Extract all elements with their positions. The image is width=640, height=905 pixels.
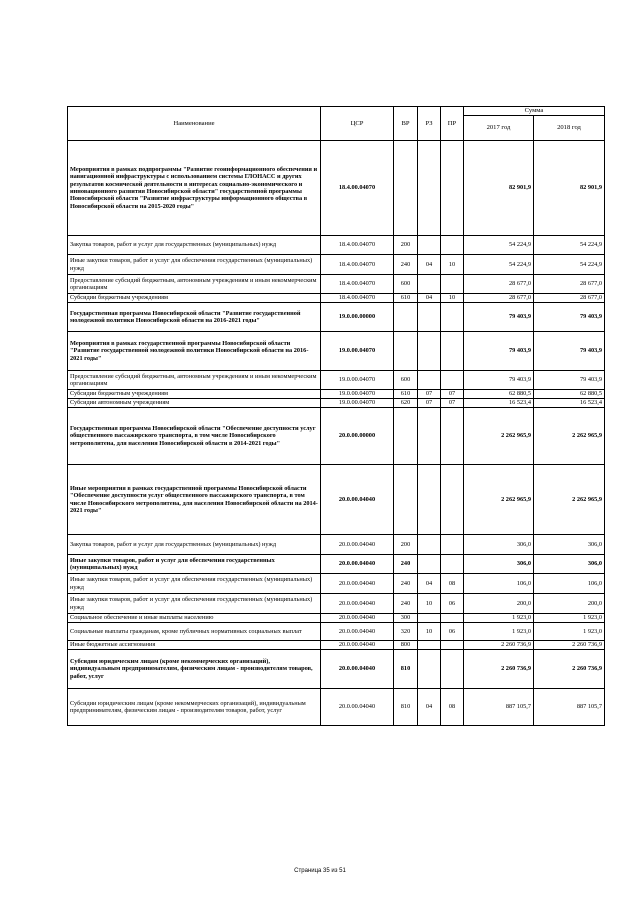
- cell-vr: [394, 408, 418, 465]
- cell-name: Субсидии юридическим лицам (кроме некоммерческих организаций), индивидуальным предпринимателям, физическим лицам - производителям товаров, работ, услуг: [68, 650, 321, 689]
- cell-2017: 887 105,7: [464, 689, 534, 726]
- table-row: [68, 623, 605, 641]
- cell-name: Социальные выплаты гражданам, кроме публичных нормативных социальных выплат: [68, 623, 321, 641]
- budget-table: [67, 106, 605, 726]
- cell-csr: 18.4.00.04070: [321, 275, 394, 294]
- cell-vr: [394, 303, 418, 332]
- table-row: [68, 535, 605, 555]
- table-row: [68, 141, 605, 236]
- cell-2018: 79 403,9: [534, 303, 605, 332]
- cell-2017: 79 403,9: [464, 303, 534, 332]
- cell-csr: 18.4.00.04070: [321, 294, 394, 303]
- cell-csr: 19.0.00.00000: [321, 303, 394, 332]
- cell-rz: [418, 275, 441, 294]
- cell-rz: [418, 141, 441, 236]
- table-row: [68, 371, 605, 390]
- cell-2018: 1 923,0: [534, 623, 605, 641]
- cell-rz: [418, 465, 441, 535]
- cell-2018: 2 262 965,9: [534, 408, 605, 465]
- page-number: Страница 35 из 51: [294, 868, 346, 874]
- cell-2018: 79 403,9: [534, 332, 605, 371]
- cell-vr: 200: [394, 535, 418, 555]
- cell-pr: [441, 141, 464, 236]
- cell-name: Субсидии бюджетным учреждениям: [68, 390, 321, 399]
- cell-2017: 54 224,9: [464, 255, 534, 275]
- cell-name: Мероприятия в рамках государственной программы Новосибирской области "Развитие государственной молодежной политики Новосибирской области на 2016-2021 годы": [68, 332, 321, 371]
- cell-pr: 08: [441, 574, 464, 594]
- cell-csr: 20.0.00.04040: [321, 689, 394, 726]
- cell-name: Закупка товаров, работ и услуг для государственных (муниципальных) нужд: [68, 535, 321, 555]
- cell-name: Субсидии бюджетным учреждениям: [68, 294, 321, 303]
- cell-rz: [418, 535, 441, 555]
- header-rz: РЗ: [418, 107, 441, 141]
- cell-vr: 800: [394, 641, 418, 650]
- cell-csr: 19.0.00.04070: [321, 371, 394, 390]
- cell-2018: 54 224,9: [534, 236, 605, 255]
- cell-rz: [418, 303, 441, 332]
- cell-name: Иные закупки товаров, работ и услуг для обеспечения государственных (муниципальных) нужд: [68, 574, 321, 594]
- cell-rz: [418, 408, 441, 465]
- cell-name: Иные бюджетные ассигнования: [68, 641, 321, 650]
- cell-csr: 20.0.00.04040: [321, 535, 394, 555]
- cell-2017: 106,0: [464, 574, 534, 594]
- cell-csr: 18.4.00.04070: [321, 236, 394, 255]
- cell-2018: 28 677,0: [534, 294, 605, 303]
- cell-name: Иные закупки товаров, работ и услуг для обеспечения государственных (муниципальных) нужд: [68, 555, 321, 574]
- table-row: [68, 332, 605, 371]
- table-row: [68, 614, 605, 623]
- header-2017: 2017 год: [464, 116, 534, 141]
- cell-name: Субсидии юридическим лицам (кроме некоммерческих организаций), индивидуальным предпринимателям, физическим лицам - производителям товаров, работ, услуг: [68, 689, 321, 726]
- cell-csr: 18.4.00.04070: [321, 141, 394, 236]
- cell-2018: 306,0: [534, 535, 605, 555]
- cell-vr: 320: [394, 623, 418, 641]
- cell-vr: 240: [394, 594, 418, 614]
- cell-2018: 1 923,0: [534, 614, 605, 623]
- cell-pr: 06: [441, 594, 464, 614]
- cell-vr: 810: [394, 689, 418, 726]
- cell-pr: [441, 650, 464, 689]
- cell-pr: [441, 236, 464, 255]
- cell-2018: 2 262 965,9: [534, 465, 605, 535]
- cell-rz: [418, 641, 441, 650]
- cell-2018: 62 880,5: [534, 390, 605, 399]
- table-row: [68, 465, 605, 535]
- cell-pr: 08: [441, 689, 464, 726]
- cell-name: Предоставление субсидий бюджетным, автономным учреждениям и иным некоммерческим организациям: [68, 371, 321, 390]
- cell-csr: 20.0.00.04040: [321, 574, 394, 594]
- cell-pr: 10: [441, 294, 464, 303]
- cell-csr: 20.0.00.04040: [321, 623, 394, 641]
- cell-vr: 600: [394, 275, 418, 294]
- cell-2017: 79 403,9: [464, 371, 534, 390]
- cell-rz: 10: [418, 594, 441, 614]
- table-row: [68, 255, 605, 275]
- cell-rz: [418, 371, 441, 390]
- cell-csr: 19.0.00.04070: [321, 332, 394, 371]
- cell-pr: 07: [441, 399, 464, 408]
- header-vr: ВР: [394, 107, 418, 141]
- cell-2018: 2 260 736,9: [534, 641, 605, 650]
- cell-pr: [441, 408, 464, 465]
- cell-name: Иные закупки товаров, работ и услуг для обеспечения государственных (муниципальных) нужд: [68, 255, 321, 275]
- cell-rz: [418, 332, 441, 371]
- cell-2017: 200,0: [464, 594, 534, 614]
- cell-vr: 810: [394, 650, 418, 689]
- cell-name: Иные закупки товаров, работ и услуг для обеспечения государственных (муниципальных) нужд: [68, 594, 321, 614]
- cell-csr: 20.0.00.04040: [321, 555, 394, 574]
- table-row: [68, 390, 605, 399]
- cell-rz: 07: [418, 399, 441, 408]
- cell-2017: 306,0: [464, 535, 534, 555]
- cell-2017: 79 403,9: [464, 332, 534, 371]
- cell-2018: 200,0: [534, 594, 605, 614]
- cell-2017: 28 677,0: [464, 275, 534, 294]
- cell-pr: [441, 303, 464, 332]
- cell-2017: 1 923,0: [464, 623, 534, 641]
- cell-2017: 2 260 736,9: [464, 650, 534, 689]
- cell-vr: [394, 465, 418, 535]
- cell-rz: [418, 650, 441, 689]
- cell-pr: [441, 614, 464, 623]
- cell-2017: 28 677,0: [464, 294, 534, 303]
- cell-name: Государственная программа Новосибирской области "Развитие государственной молодежной политики Новосибирской области на 2016-2021 годы": [68, 303, 321, 332]
- cell-csr: 20.0.00.04040: [321, 594, 394, 614]
- cell-name: Субсидии автономным учреждениям: [68, 399, 321, 408]
- table-row: [68, 689, 605, 726]
- cell-vr: 610: [394, 390, 418, 399]
- cell-2017: 54 224,9: [464, 236, 534, 255]
- cell-2018: 79 403,9: [534, 371, 605, 390]
- cell-pr: 10: [441, 255, 464, 275]
- header-name: Наименование: [68, 107, 321, 141]
- cell-vr: 600: [394, 371, 418, 390]
- cell-rz: 07: [418, 390, 441, 399]
- cell-vr: 240: [394, 555, 418, 574]
- table-row: [68, 303, 605, 332]
- cell-pr: 06: [441, 623, 464, 641]
- cell-name: Государственная программа Новосибирской области "Обеспечение доступности услуг общественного пассажирского транспорта, в том числе Новосибирского метрополитена, для населения Новосибирской области в 2014-2021 годы": [68, 408, 321, 465]
- cell-name: Иные мероприятия в рамках государственной программы Новосибирской области "Обеспечение доступности услуг общественного пассажирского транспорта, в том числе Новосибирского метрополитена, для населения Новосибирской области на 2014-2021 годы": [68, 465, 321, 535]
- cell-2018: 2 260 736,9: [534, 650, 605, 689]
- table-row: [68, 594, 605, 614]
- cell-pr: [441, 275, 464, 294]
- cell-rz: 04: [418, 574, 441, 594]
- cell-rz: [418, 555, 441, 574]
- cell-2017: 2 260 736,9: [464, 641, 534, 650]
- cell-pr: [441, 535, 464, 555]
- cell-csr: 20.0.00.04040: [321, 465, 394, 535]
- cell-2017: 306,0: [464, 555, 534, 574]
- cell-2017: 1 923,0: [464, 614, 534, 623]
- cell-csr: 20.0.00.04040: [321, 614, 394, 623]
- cell-2018: 54 224,9: [534, 255, 605, 275]
- cell-pr: [441, 555, 464, 574]
- cell-vr: [394, 141, 418, 236]
- cell-rz: 04: [418, 294, 441, 303]
- cell-2017: 16 523,4: [464, 399, 534, 408]
- cell-rz: 10: [418, 623, 441, 641]
- header-csr: ЦСР: [321, 107, 394, 141]
- cell-rz: [418, 236, 441, 255]
- cell-2018: 106,0: [534, 574, 605, 594]
- cell-2018: 306,0: [534, 555, 605, 574]
- table-row: [68, 236, 605, 255]
- table-row: [68, 650, 605, 689]
- cell-2017: 2 262 965,9: [464, 465, 534, 535]
- cell-name: Закупка товаров, работ и услуг для государственных (муниципальных) нужд: [68, 236, 321, 255]
- cell-2017: 82 901,9: [464, 141, 534, 236]
- cell-csr: 18.4.00.04070: [321, 255, 394, 275]
- cell-name: Социальное обеспечение и иные выплаты населению: [68, 614, 321, 623]
- cell-csr: 20.0.00.04040: [321, 641, 394, 650]
- cell-pr: [441, 465, 464, 535]
- cell-vr: 300: [394, 614, 418, 623]
- header-2018: 2018 год: [534, 116, 605, 141]
- cell-csr: 20.0.00.04040: [321, 650, 394, 689]
- cell-vr: 200: [394, 236, 418, 255]
- cell-name: Предоставление субсидий бюджетным, автономным учреждениям и иным некоммерческим организациям: [68, 275, 321, 294]
- table-row: [68, 555, 605, 574]
- cell-pr: [441, 371, 464, 390]
- cell-2018: 16 523,4: [534, 399, 605, 408]
- cell-rz: [418, 614, 441, 623]
- cell-csr: 19.0.00.04070: [321, 399, 394, 408]
- cell-pr: [441, 332, 464, 371]
- cell-vr: [394, 332, 418, 371]
- table-row: [68, 275, 605, 294]
- cell-vr: 610: [394, 294, 418, 303]
- cell-2017: 2 262 965,9: [464, 408, 534, 465]
- cell-name: Мероприятия в рамках подпрограммы "Развитие геоинформационного обеспечения и навигационной инфраструктуры с использованием системы ГЛОНАСС и других результатов космической деятельности в интересах социально-экономического и инновационного развития Новосибирской области" государственной программы Новосибирской области "Развитие инфраструктуры информационного общества в Новосибирской области на 2015-2020 годы": [68, 141, 321, 236]
- cell-csr: 20.0.00.00000: [321, 408, 394, 465]
- cell-vr: 240: [394, 255, 418, 275]
- cell-2018: 28 677,0: [534, 275, 605, 294]
- cell-2018: 887 105,7: [534, 689, 605, 726]
- table-row: [68, 408, 605, 465]
- table-row: [68, 294, 605, 303]
- cell-pr: [441, 641, 464, 650]
- cell-csr: 19.0.00.04070: [321, 390, 394, 399]
- cell-2017: 62 880,5: [464, 390, 534, 399]
- header-pr: ПР: [441, 107, 464, 141]
- cell-vr: 620: [394, 399, 418, 408]
- cell-rz: 04: [418, 689, 441, 726]
- cell-pr: 07: [441, 390, 464, 399]
- cell-rz: 04: [418, 255, 441, 275]
- table-row: [68, 574, 605, 594]
- cell-vr: 240: [394, 574, 418, 594]
- header-sum: Сумма: [464, 107, 605, 116]
- cell-2018: 82 901,9: [534, 141, 605, 236]
- table-row: [68, 399, 605, 408]
- table-row: [68, 641, 605, 650]
